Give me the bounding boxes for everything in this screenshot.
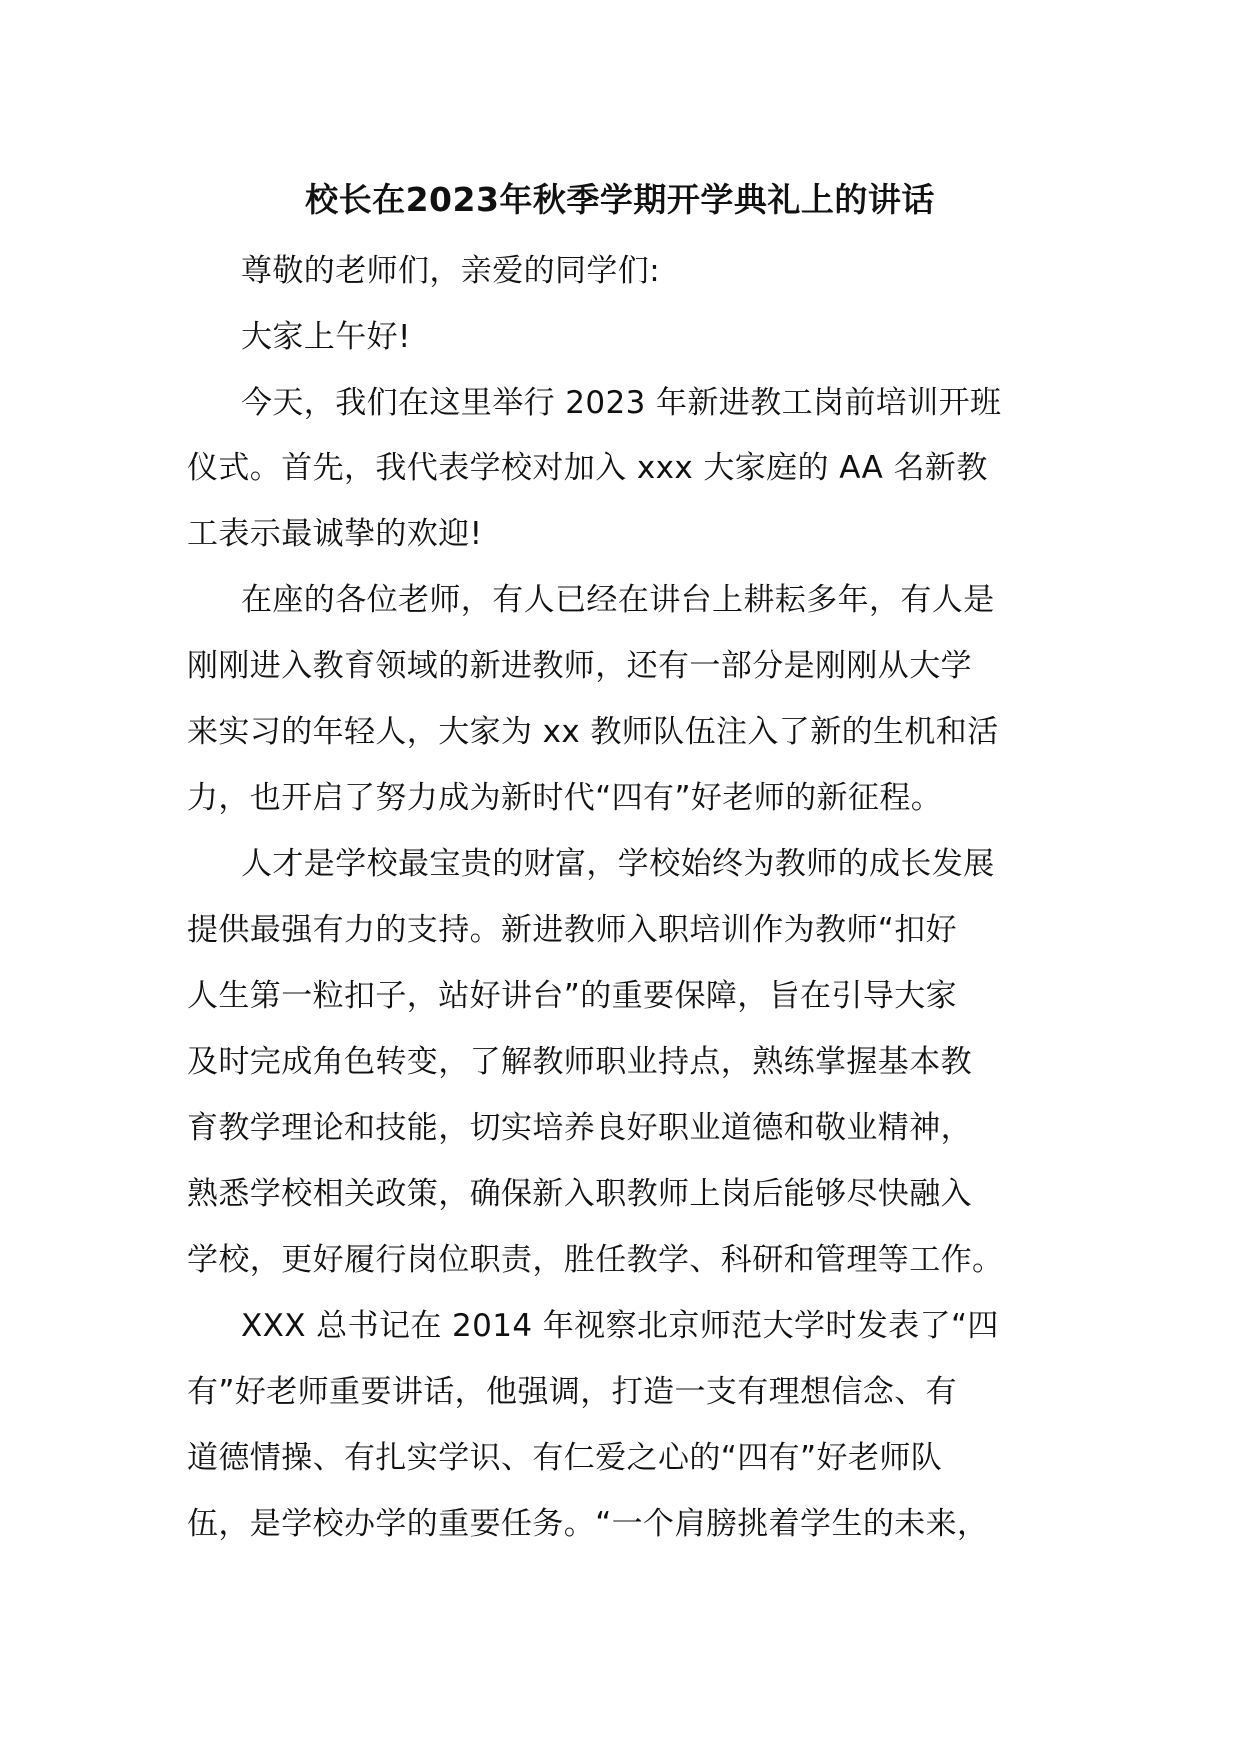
salutation-line: 尊敬的老师们，亲爱的同学们: — [241, 253, 661, 289]
paragraph-line: 熟悉学校相关政策，确保新入职教师上岗后能够尽快融入 — [187, 1176, 972, 1212]
paragraph-line: 力，也开启了努力成为新时代“四有”好老师的新征程。 — [187, 780, 943, 816]
paragraph-line: 人才是学校最宝贵的财富，学校始终为教师的成长发展 — [241, 846, 995, 882]
paragraph-line: 刚刚进入教育领域的新进教师，还有一部分是刚刚从大学 — [187, 648, 972, 684]
paragraph-line: XXX 总书记在 2014 年视察北京师范大学时发表了“四 — [241, 1308, 999, 1344]
paragraph-line: 在座的各位老师，有人已经在讲台上耕耘多年，有人是 — [241, 582, 995, 618]
paragraph-line: 仪式。首先，我代表学校对加入 xxx 大家庭的 AA 名新教 — [187, 450, 988, 486]
paragraph-line: 道德情操、有扎实学识、有仁爱之心的“四有”好老师队 — [187, 1440, 943, 1476]
paragraph-line: 来实习的年轻人，大家为 xx 教师队伍注入了新的生机和活 — [187, 714, 999, 750]
paragraph-line: 工表示最诚挚的欢迎! — [187, 516, 483, 552]
paragraph-line: 人生第一粒扣子，站好讲台”的重要保障，旨在引导大家 — [187, 978, 958, 1014]
paragraph-line: 提供最强有力的支持。新进教师入职培训作为教师“扣好 — [187, 912, 958, 948]
greeting-line: 大家上午好! — [241, 319, 411, 355]
document-title: 校长在2023年秋季学期开学典礼上的讲话 — [305, 180, 935, 219]
paragraph-line: 有”好老师重要讲话，他强调，打造一支有理想信念、有 — [187, 1374, 958, 1410]
paragraph-line: 伍，是学校办学的重要任务。“一个肩膀挑着学生的未来， — [187, 1506, 989, 1542]
paragraph-line: 学校，更好履行岗位职责，胜任教学、科研和管理等工作。 — [187, 1242, 1004, 1278]
paragraph-line: 今天，我们在这里举行 2023 年新进教工岗前培训开班 — [241, 385, 1002, 421]
paragraph-line: 育教学理论和技能，切实培养良好职业道德和敬业精神， — [187, 1110, 972, 1146]
paragraph-line: 及时完成角色转变，了解教师职业持点，熟练掌握基本教 — [187, 1044, 972, 1080]
